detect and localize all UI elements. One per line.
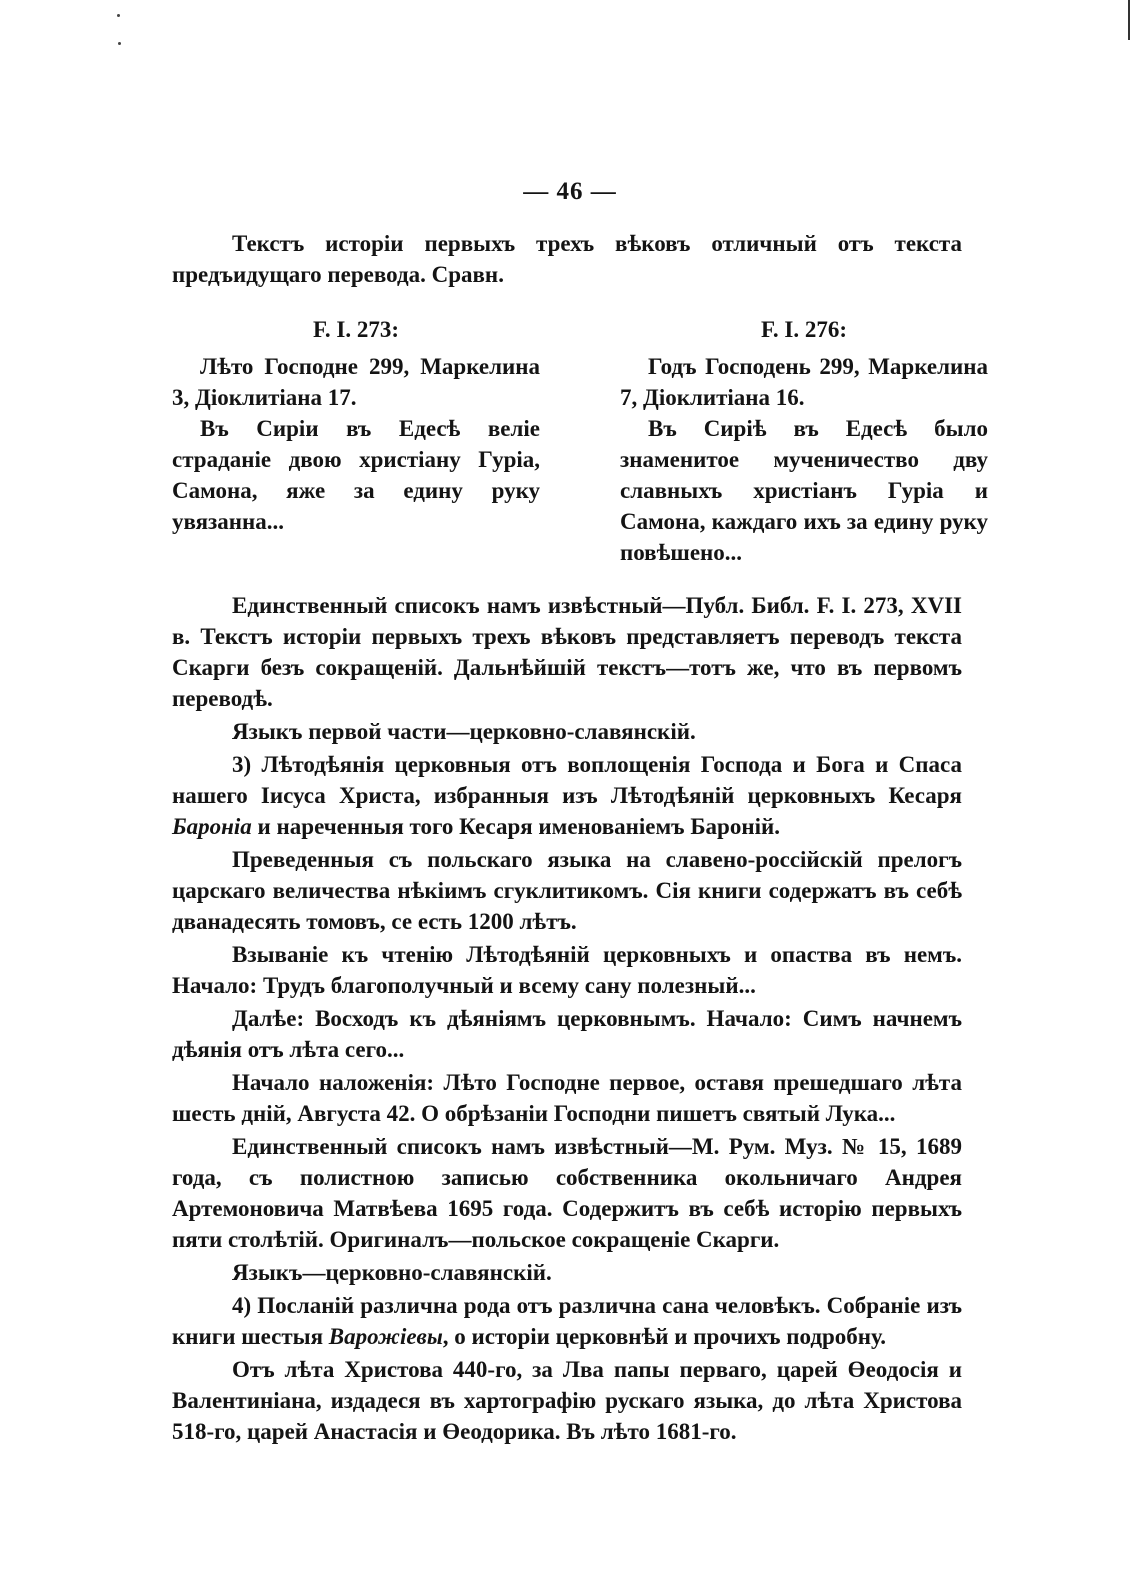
- left-column-heading: F. I. 273:: [312, 317, 400, 342]
- left-column-line: Лѣто Господне 299, Маркелина 3, Діоклитіана 17.: [172, 354, 540, 410]
- page-number: — 46 —: [523, 178, 617, 205]
- right-column-line: Годъ Господень 299, Маркелина 7, Діоклитіана 16.: [620, 354, 988, 410]
- paragraph: Отъ лѣта Христова 440-го, за Лва папы перваго, царей Өеодосія и Валентиніана, издадеся въ хартографію рускаго языка, до лѣта Христова 518-го, царей Анастасія и Өеодорика. Въ лѣто 1681-го.: [172, 1357, 962, 1444]
- scan-speck: [117, 14, 120, 17]
- paragraph: Единственный списокъ намъ извѣстный—Публ. Библ. F. I. 273, XVII в. Текстъ исторіи первыхъ трехъ вѣковъ представляетъ переводъ текста Скарги безъ сокращеній. Дальнѣйшій текстъ—тотъ же, что въ первомъ переводѣ.: [172, 593, 962, 711]
- left-column: [172, 314, 540, 537]
- paragraph-item-3: [172, 749, 962, 842]
- paragraph-item-4: [172, 1290, 962, 1352]
- right-column-heading: F. I. 276:: [760, 317, 848, 342]
- scan-edge-mark: [1128, 0, 1130, 40]
- paragraph-text: 3) Лѣтодѣянія церковныя отъ воплощенія Господа и Бога и Спаса нашего Іисуса Христа, избранныя изъ Лѣтодѣяній церковныхъ Кесаря: [172, 752, 962, 808]
- paragraph: Языкъ первой части—церковно-славянскій.: [232, 719, 696, 744]
- intro-text: Текстъ исторіи первыхъ трехъ вѣковъ отличный отъ текста предъидущаго перевода. Сравн.: [172, 231, 962, 287]
- paragraph-text: и нареченныя того Кесаря именованіемъ Бароній.: [257, 814, 780, 839]
- paragraph: Взываніе къ чтенію Лѣтодѣяній церковныхъ и опаства въ немъ. Начало: Трудъ благополучный и всему сану полезный...: [172, 942, 962, 998]
- author-name: Варожіевы: [328, 1324, 443, 1349]
- scan-speck: [118, 42, 121, 45]
- paragraph-text: , о исторіи церковнѣй и прочихъ подробну.: [442, 1324, 886, 1349]
- right-column-line: Въ Сиріѣ въ Едесѣ было знаменитое мученичество дву славныхъ христіанъ Гуріа и Самона, каждаго ихъ за едину руку повѣшено...: [620, 416, 988, 565]
- right-column: [620, 314, 988, 568]
- author-name: Бароніа: [172, 814, 252, 839]
- paragraph: Далѣе: Восходъ къ дѣяніямъ церковнымъ. Начало: Симъ начнемъ дѣянія отъ лѣта сего...: [172, 1006, 962, 1062]
- main-text: [172, 590, 962, 1449]
- paragraph: Начало наложенія: Лѣто Господне первое, оставя прешедшаго лѣта шесть дній, Августа 42. О обрѣзаніи Господни пишетъ святый Лука...: [172, 1070, 962, 1126]
- paragraph: Единственный списокъ намъ извѣстный—М. Рум. Муз. № 15, 1689 года, съ полистною записью собственника окольничаго Андрея Артемоновича Матвѣева 1695 года. Содержитъ въ себѣ исторію первыхъ пяти столѣтій. Оригиналъ—польское сокращеніе Скарги.: [172, 1134, 962, 1252]
- comparison-columns: [172, 314, 988, 565]
- paragraph-text: 4) Посланій различна рода отъ различна сана человѣкъ. Собраніе изъ книги шестыя: [172, 1293, 962, 1349]
- paragraph: Преведенныя съ польскаго языка на славено-россійскій прелогъ царскаго величества нѣкіимъ сгуклитикомъ. Сія книги содержатъ въ себѣ дванадесять томовъ, се есть 1200 лѣтъ.: [172, 847, 962, 934]
- intro-paragraph: [172, 228, 962, 290]
- paragraph: Языкъ—церковно-славянскій.: [232, 1260, 552, 1285]
- left-column-line: Въ Сиріи въ Едесѣ веліе страданіе двою христіану Гуріа, Самона, яже за едину руку увязанна...: [172, 416, 540, 534]
